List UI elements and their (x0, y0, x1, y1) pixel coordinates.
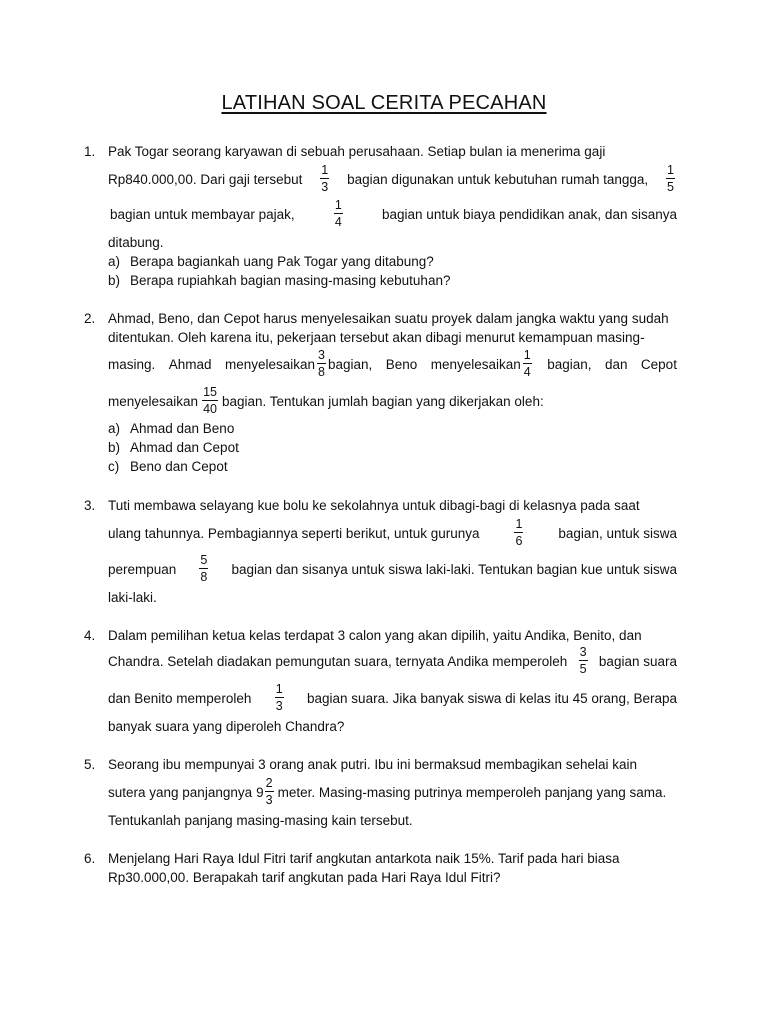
problem-text-line: banyak suara yang diperoleh Chandra? (108, 719, 345, 734)
problem-text-line (108, 162, 677, 194)
list-item: b) Ahmad dan Cepot (108, 440, 239, 455)
fraction: $\frac{15}{40}$ (203, 384, 217, 416)
problem-text-line: Dalam pemilihan ketua kelas terdapat 3 calon yang akan dipilih, yaitu Andika, Benito, dan (108, 628, 642, 643)
problem-text-line: ditabung. (108, 235, 164, 250)
list-item: c) Beno dan Cepot (108, 459, 228, 474)
problem-text: bagian digunakan untuk kebutuhan rumah tangga, (347, 172, 649, 187)
problem-text-line: Chandra. Setelah diadakan pemungutan suara, ternyata Andika memperoleh $\frac{3}{5}$ bagian suara (108, 644, 677, 676)
problem-text-line: laki-laki. (108, 590, 157, 605)
list-item: a) Berapa bagiankah uang Pak Togar yang ditabung? (108, 254, 434, 269)
problem-text: bagian untuk membayar pajak, (110, 207, 295, 222)
problem-text-line: ulang tahunnya. Pembagiannya seperti berikut, untuk gurunya $\frac{1}{6}$ bagian, untuk siswa (108, 516, 677, 548)
fraction: $\frac{3}{5}$ (579, 644, 587, 676)
fraction: $\frac{1}{6}$ (515, 516, 523, 548)
problem-text-line: masing. Ahmad menyelesaikan $\frac{3}{8}$ bagian, Beno menyelesaikan $\frac{1}{4}$ bagian, dan Cepot (108, 347, 677, 379)
fraction: $\frac{5}{8}$ (200, 552, 208, 584)
problem-number: 1. (84, 144, 96, 159)
problem-text-line: dan Benito memperoleh $\frac{1}{3}$ bagian suara. Jika banyak siswa di kelas itu 45 orang, Berapa (108, 681, 677, 713)
problem-number: 4. (84, 628, 96, 643)
fraction: $\frac{1}{4}$ (523, 347, 531, 379)
mixed-number: 9 $\frac{2}{3}$ (256, 775, 273, 807)
fraction: $\frac{1}{4}$ (334, 197, 342, 229)
problem-text-line: Menjelang Hari Raya Idul Fitri tarif angkutan antarkota naik 15%. Tarif pada hari biasa (108, 851, 620, 866)
problem-text-line (110, 197, 677, 229)
problem-text-line: Seorang ibu mempunyai 3 orang anak putri. Ibu ini bermaksud membagikan sehelai kain (108, 757, 638, 772)
problem-text-line: menyelesaikan $\frac{15}{40}$ bagian. Tentukan jumlah bagian yang dikerjakan oleh: (108, 384, 544, 416)
problem-text-line: Ahmad, Beno, dan Cepot harus menyelesaikan suatu proyek dalam jangka waktu yang sudah (108, 311, 669, 326)
problem-text-line: ditentukan. Oleh karena itu, pekerjaan tersebut akan dibagi menurut kemampuan masing- (108, 330, 645, 345)
list-item: b) Berapa rupiahkah bagian masing-masing kebutuhan? (108, 273, 451, 288)
fraction: $\frac{1}{3}$ (321, 162, 329, 194)
fraction: $\frac{3}{8}$ (318, 347, 325, 379)
problem-number: 5. (84, 757, 96, 772)
list-item: a) Ahmad dan Beno (108, 421, 235, 436)
problem-text: Rp840.000,00. Dari gaji tersebut (108, 172, 303, 187)
problem-number: 3. (84, 498, 96, 513)
problem-text-line: sutera yang panjangnya 9 $\frac{2}{3}$ meter. Masing-masing putrinya memperoleh panjang yang sama. (108, 775, 667, 807)
problem-number: 6. (84, 851, 96, 866)
fraction: $\frac{1}{5}$ (667, 162, 674, 194)
fraction: $\frac{1}{3}$ (275, 681, 283, 713)
problem-number: 2. (84, 311, 96, 326)
page-title: LATIHAN SOAL CERITA PECAHAN (221, 92, 547, 114)
problem-text-line: perempuan $\frac{5}{8}$ bagian dan sisanya untuk siswa laki-laki. Tentukan bagian kue untuk siswa (108, 552, 677, 584)
problem-text-line: Tentukanlah panjang masing-masing kain tersebut. (108, 813, 413, 828)
problem-text-line: Rp30.000,00. Berapakah tarif angkutan pada Hari Raya Idul Fitri? (108, 870, 501, 885)
problem-text: bagian untuk biaya pendidikan anak, dan sisanya (382, 207, 677, 222)
problem-text-line: Pak Togar seorang karyawan di sebuah perusahaan. Setiap bulan ia menerima gaji (108, 144, 606, 159)
problem-text-line: Tuti membawa selayang kue bolu ke sekolahnya untuk dibagi-bagi di kelasnya pada saat (108, 498, 640, 513)
